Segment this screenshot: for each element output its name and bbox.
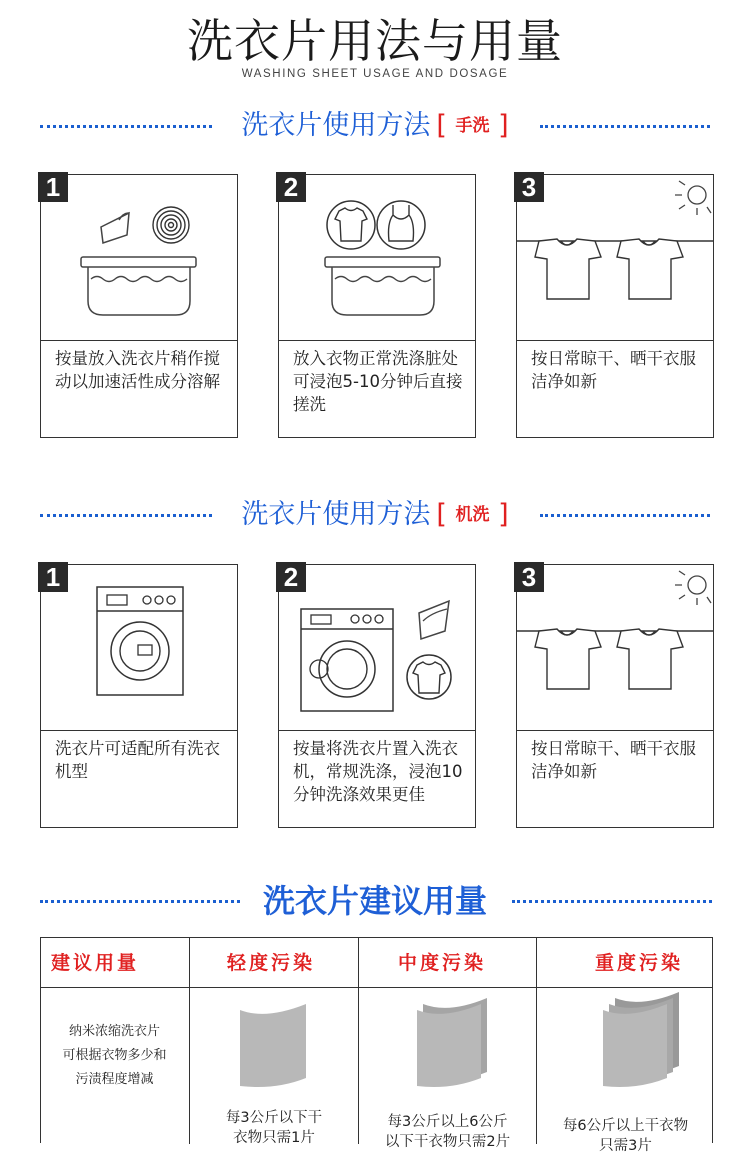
hand-wash-section-header	[0, 108, 750, 144]
basin-with-sheet-and-swirl-icon	[41, 175, 237, 341]
machine-step-card-3	[516, 564, 714, 828]
mode-label: 手洗	[455, 116, 490, 136]
table-header-cell: 轻度污染	[227, 952, 316, 974]
table-header-cell: 重度污染	[595, 952, 684, 974]
bracket-close: ]	[498, 110, 509, 141]
section-title-prefix: 洗衣片使用方法	[241, 110, 431, 141]
hand-step-card-2	[278, 174, 476, 438]
dosage-caption-medium	[359, 1112, 536, 1152]
dosage-note	[41, 1020, 188, 1092]
note-line: 可根据衣物多少和	[62, 1048, 167, 1063]
mode-label: 机洗	[455, 505, 490, 525]
bracket-open: [	[436, 499, 447, 530]
caption-line: 每3公斤以下干	[225, 1110, 323, 1126]
step-number-badge: 2	[276, 562, 306, 592]
step-description: 按量将洗衣片置入洗衣机，常规洗涤，浸泡10分钟洗涤效果更佳	[293, 739, 463, 804]
step-description: 洗衣片可适配所有洗衣机型	[55, 739, 220, 781]
two-sheets-icon	[413, 994, 493, 1100]
table-header-cell: 建议用量	[51, 952, 140, 974]
dosage-caption-heavy	[537, 1116, 714, 1156]
section-title	[0, 108, 750, 144]
column-divider	[536, 938, 537, 1144]
table-header-cell: 中度污染	[398, 952, 487, 974]
dosage-caption-light	[190, 1108, 358, 1148]
dosage-title: 洗衣片建议用量	[262, 882, 487, 920]
section-title	[0, 497, 750, 533]
dosage-table	[40, 937, 713, 1154]
hand-step-card-3	[516, 174, 714, 438]
page-subtitle: WASHING SHEET USAGE AND DOSAGE	[241, 68, 509, 80]
step-number-badge: 1	[38, 172, 68, 202]
washing-machine-icon	[41, 565, 237, 731]
page-title: 洗衣片用法与用量	[187, 14, 563, 68]
hand-step-card-1	[40, 174, 238, 438]
washing-machine-with-sheet-shirt-icon	[279, 565, 475, 731]
basin-with-clothes-icon	[279, 175, 475, 341]
caption-line: 衣物只需1片	[233, 1130, 315, 1146]
caption-line: 每3公斤以上6公斤	[387, 1114, 508, 1130]
clothesline-sun-icon	[517, 565, 713, 731]
step-description: 按量放入洗衣片稍作搅动以加速活性成分溶解	[55, 349, 220, 391]
caption-line: 只需3片	[599, 1138, 652, 1154]
caption-line: 以下干衣物只需2片	[384, 1134, 511, 1150]
note-line: 纳米浓缩洗衣片	[68, 1024, 160, 1039]
step-description: 按日常晾干、晒干衣服洁净如新	[531, 739, 696, 781]
machine-step-card-1	[40, 564, 238, 828]
step-description: 按日常晾干、晒干衣服洁净如新	[531, 349, 696, 391]
machine-step-card-2	[278, 564, 476, 828]
bracket-close: ]	[498, 499, 509, 530]
step-number-badge: 3	[514, 562, 544, 592]
caption-line: 每6公斤以上干衣物	[562, 1118, 689, 1134]
clothesline-sun-icon	[517, 175, 713, 341]
note-line: 污渍程度增减	[75, 1072, 154, 1087]
section-title-prefix: 洗衣片使用方法	[241, 499, 431, 530]
machine-wash-section-header	[0, 497, 750, 533]
three-sheets-icon	[599, 992, 689, 1102]
dosage-section-header	[0, 878, 750, 924]
one-sheet-icon	[236, 998, 316, 1098]
step-number-badge: 2	[276, 172, 306, 202]
page-header	[0, 14, 750, 80]
bracket-open: [	[436, 110, 447, 141]
step-number-badge: 3	[514, 172, 544, 202]
step-number-badge: 1	[38, 562, 68, 592]
step-description: 放入衣物正常洗涤脏处可浸泡5-10分钟后直接搓洗	[293, 349, 463, 414]
